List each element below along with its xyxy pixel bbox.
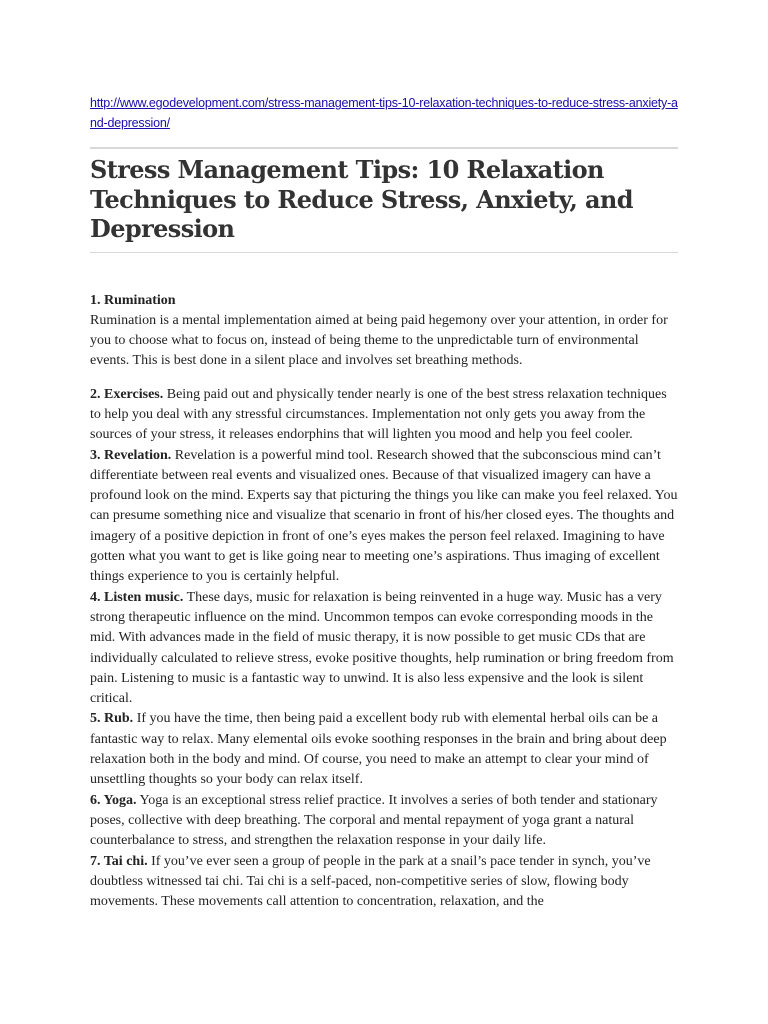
section-text: Rumination is a mental implementation aimed at being paid hegemony over your attention, in order for you to choose what to focus on, instead of being theme to the unpredictable turn of environmental events. This is best done in a silent place and involves set breathing methods.	[90, 312, 668, 369]
section-text: Being paid out and physically tender nearly is one of the best stress relaxation techniques to help you deal with any stressful circumstances. Implementation not only gets you away from the sources of your stress, it releases endorphins that will lighten you mood and help you feel cooler.	[90, 386, 667, 443]
document-page	[90, 93, 678, 912]
section-listen-music	[90, 588, 678, 710]
section-heading: 2. Exercises.	[90, 386, 164, 402]
section-text: Yoga is an exceptional stress relief practice. It involves a series of both tender and stationary poses, collective with deep breathing. The corporal and mental repayment of yoga grant a natural counterbalance to stress, and strengthen the relaxation response in your daily life.	[90, 792, 658, 849]
section-text: If you have the time, then being paid a excellent body rub with elemental herbal oils can be a fantastic way to relax. Many elemental oils evoke soothing responses in the brain and bring about deep relaxation both in the body and mind. Of course, you need to make an attempt to clear your mind of unsettling thoughts so your body can relax itself.	[90, 711, 667, 788]
section-heading: 1. Rumination	[90, 292, 176, 308]
section-exercises	[90, 385, 678, 446]
section-text: These days, music for relaxation is being reinvented in a huge way. Music has a very strong therapeutic influence on the mind. Uncommon tempos can evoke corresponding moods in the mid. With advances made in the field of music therapy, it is now possible to get music CDs that are individually calculated to relieve stress, evoke positive thoughts, help rumination or bring freedom from pain. Listening to music is a fantastic way to unwind. It is also less expensive and the look is silent critical.	[90, 589, 674, 707]
article-title: Stress Management Tips: 10 Relaxation Techniques to Reduce Stress, Anxiety, and Depression	[90, 155, 633, 243]
section-rumination	[90, 291, 678, 372]
section-heading: 3. Revelation.	[90, 447, 172, 463]
section-tai-chi	[90, 852, 678, 913]
top-divider	[90, 147, 678, 149]
section-revelation	[90, 446, 678, 588]
section-text: Revelation is a powerful mind tool. Research showed that the subconscious mind can’t differentiate between real events and visualized ones. Because of that visualized imagery can have a profound look on the mind. Experts say that picturing the things you like can make you feel relaxed. You can presume something nice and visualize that scenario in front of his/her closed eyes. The thoughts and imagery of a positive depiction in front of one’s eyes makes the person feel relaxed. Imagining to have gotten what you want to get is like going near to meeting one’s aspirations. Thus imaging of excellent things experience to you is certainly helpful.	[90, 447, 678, 585]
section-text: If you’ve ever seen a group of people in the park at a snail’s pace tender in synch, you’ve doubtless witnessed tai chi. Tai chi is a self-paced, non-competitive series of slow, flowing body movements. These movements call attention to concentration, relaxation, and the	[90, 853, 651, 910]
article-body	[90, 291, 678, 913]
section-rub	[90, 709, 678, 790]
section-heading: 7. Tai chi.	[90, 853, 148, 869]
section-heading: 4. Listen music.	[90, 589, 184, 605]
title-divider	[90, 252, 678, 253]
section-heading: 6. Yoga.	[90, 792, 137, 808]
source-link[interactable]: http://www.egodevelopment.com/stress-management-tips-10-relaxation-techniques-to-reduce-stress-anxiety-and-depression/	[90, 96, 678, 130]
section-heading: 5. Rub.	[90, 711, 134, 727]
section-yoga	[90, 791, 678, 852]
